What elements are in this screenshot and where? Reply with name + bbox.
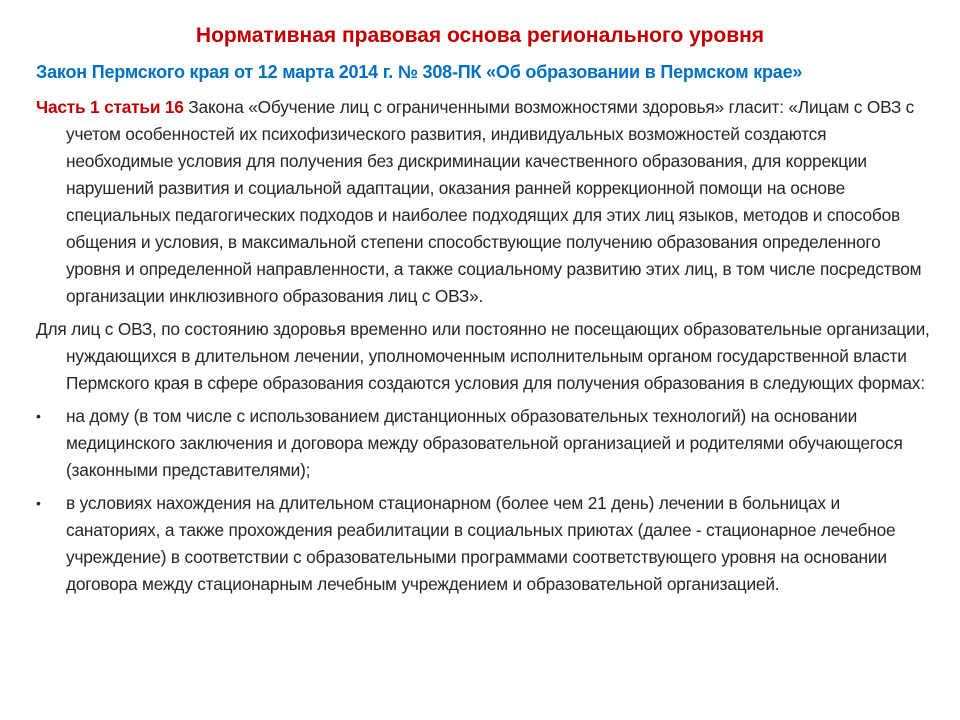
list-item-text: в условиях нахождения на длительном стационарном (более чем 21 день) лечении в больницах и санаториях, а также прохождения реабилитации в социальных приютах (далее - стационарное лечебное учреждение) в соответствии с образовательными программами соответствующего уровня на основании договора между стационарным лечебным учреждением и образовательной организацией.	[66, 493, 896, 594]
paragraph-education-forms: Для лиц с ОВЗ, по состоянию здоровья временно или постоянно не посещающих образовательные организации, нуждающихся в длительном лечении, уполномоченным исполнительным органом государственной власти Пермского края в сфере образования создаются условия для получения образования в следующих формах:	[36, 319, 930, 393]
bullet-icon: •	[36, 408, 41, 424]
education-forms-list	[36, 403, 936, 598]
slide-title: Нормативная правовая основа регионального уровня	[195, 24, 765, 47]
paragraph-article-16	[36, 94, 936, 310]
bullet-icon: •	[36, 495, 41, 511]
list-item-text: на дому (в том числе с использованием дистанционных образовательных технологий) на основании медицинского заключения и договора между образовательной организацией и родителями обучающегося (законными представителями);	[66, 406, 903, 480]
list-item	[36, 490, 936, 598]
article-text: Закона «Обучение лиц с ограниченными возможностями здоровья» гласит: «Лицам с ОВЗ с учетом особенностей их психофизического развития, индивидуальных возможностей создаются необходимые условия для получения без дискриминации качественного образования, для коррекции нарушений развития и социальной адаптации, оказания ранней коррекционной помощи на основе специальных педагогических подходов и наиболее подходящих для этих лиц языков, методов и способов общения и условия, в максимальной степени способствующие получению образования определенного уровня и определенной направленности, а также социальному развитию этих лиц, в том числе посредством организации инклюзивного образования лиц с ОВЗ».	[66, 97, 922, 306]
article-reference: Часть 1 статьи 16	[36, 97, 184, 117]
slide-body	[36, 94, 936, 604]
slide-subtitle: Закон Пермского края от 12 марта 2014 г. № 308-ПК «Об образовании в Пермском крае»	[36, 62, 803, 82]
list-item	[36, 403, 936, 484]
